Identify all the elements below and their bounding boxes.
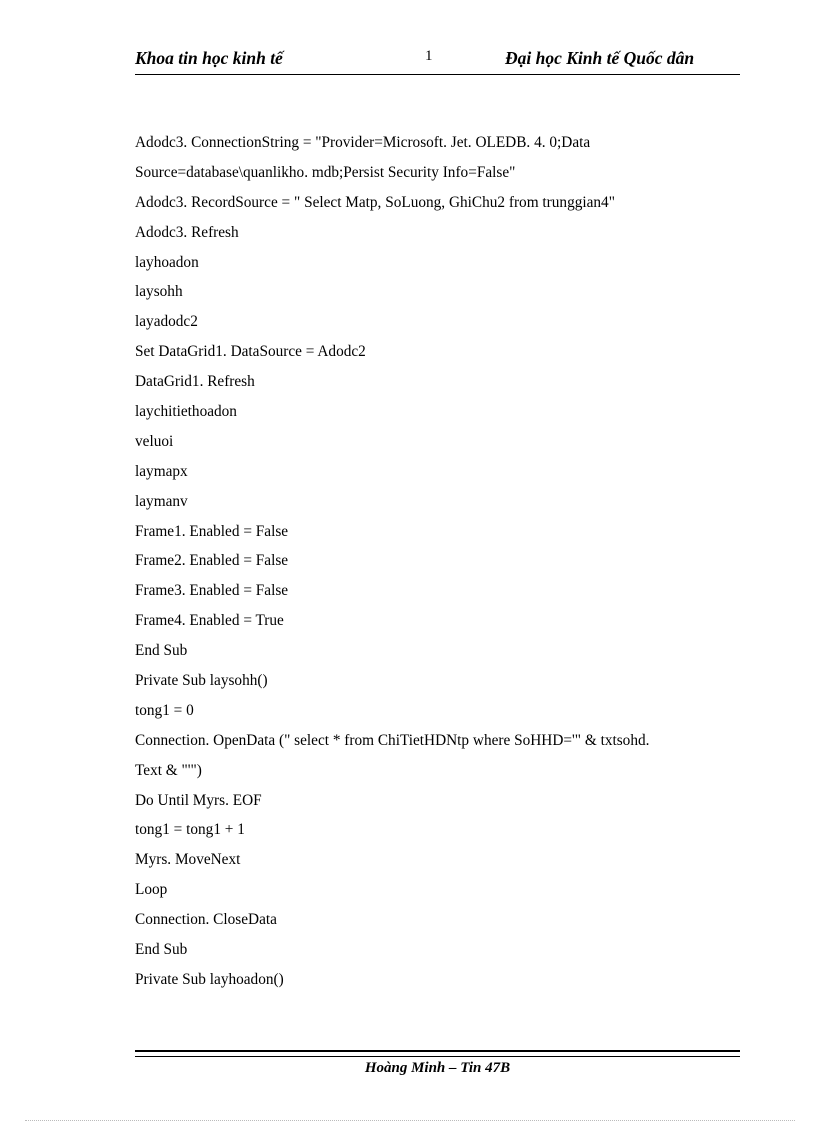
code-line: tong1 = 0 — [135, 701, 194, 719]
code-line: Private Sub laysohh() — [135, 672, 268, 690]
code-line: Private Sub layhoadon() — [135, 970, 284, 988]
page-header — [135, 46, 740, 75]
code-line: tong1 = tong1 + 1 — [135, 821, 245, 839]
code-line: Text & "'") — [135, 761, 202, 779]
code-line: DataGrid1. Refresh — [135, 373, 255, 391]
code-line: Set DataGrid1. DataSource = Adodc2 — [135, 343, 366, 361]
code-line: laymanv — [135, 492, 188, 510]
code-line: Adodc3. Refresh — [135, 223, 239, 241]
page-footer — [135, 1050, 740, 1077]
footer-double-rule — [135, 1050, 740, 1057]
code-line: laychitiethoadon — [135, 403, 237, 421]
code-listing — [135, 128, 745, 995]
footer-author: Hoàng Minh – Tin 47B — [364, 1060, 511, 1076]
code-line: Adodc3. ConnectionString = "Provider=Microsoft. Jet. OLEDB. 4. 0;Data — [135, 134, 591, 151]
code-line: Frame2. Enabled = False — [135, 552, 289, 570]
page-edge-divider — [25, 1120, 795, 1121]
code-line: End Sub — [135, 941, 188, 959]
code-line: Frame3. Enabled = False — [135, 582, 289, 600]
header-university: Đại học Kinh tế Quốc dân — [505, 48, 695, 68]
code-line: Connection. OpenData (" select * from ChiTietHDNtp where SoHHD='" & txtsohd. — [135, 731, 650, 749]
code-line: Myrs. MoveNext — [135, 851, 241, 869]
code-line: Loop — [135, 881, 168, 899]
code-line: Source=database\quanlikho. mdb;Persist Security Info=False" — [135, 163, 516, 181]
header-page-number: 1 — [425, 48, 433, 64]
code-line: End Sub — [135, 642, 188, 660]
code-line: laymapx — [135, 462, 188, 480]
code-line: laysohh — [135, 283, 183, 301]
code-line: veluoi — [135, 432, 174, 450]
code-line: Do Until Myrs. EOF — [135, 791, 262, 809]
code-line: Frame4. Enabled = True — [135, 612, 284, 630]
header-faculty: Khoa tin học kinh tế — [135, 48, 283, 68]
code-line: layadodc2 — [135, 313, 198, 331]
code-line: Frame1. Enabled = False — [135, 522, 289, 540]
code-line: Connection. CloseData — [135, 911, 277, 929]
code-line: Adodc3. RecordSource = " Select Matp, SoLuong, GhiChu2 from trunggian4" — [135, 193, 615, 211]
code-line: layhoadon — [135, 253, 199, 271]
